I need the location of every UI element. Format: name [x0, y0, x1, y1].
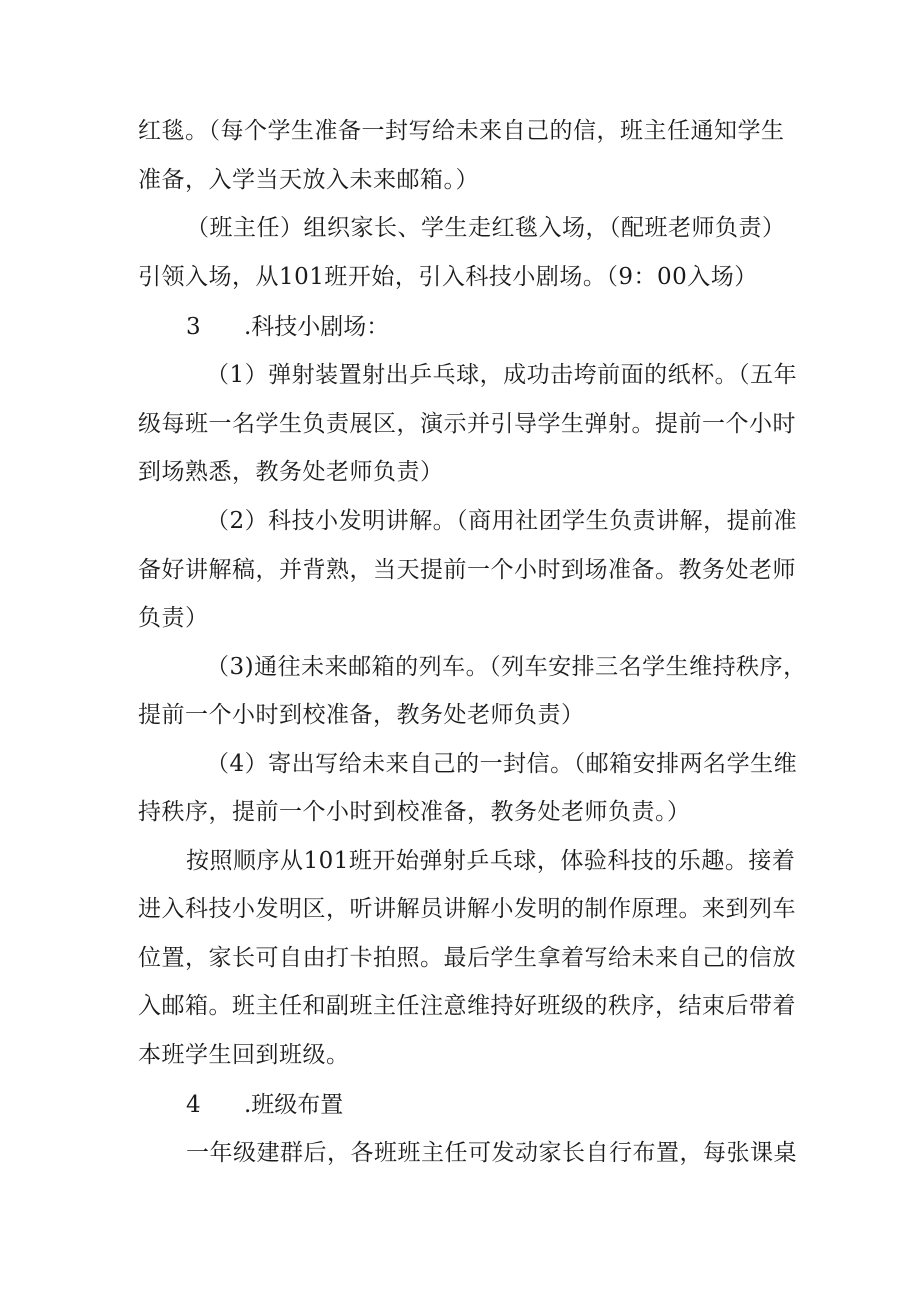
item-1-line-3: 到场熟悉，教务处老师负责） — [138, 459, 444, 485]
paragraph-3-line-1: 按照顺序从101班开始弹射乒乓球，体验科技的乐趣。接着 — [186, 848, 796, 874]
section-4-title: .班级布置 — [244, 1092, 344, 1118]
section-3-number: 3 — [186, 314, 201, 340]
item-1-line-2: 级每班一名学生负责展区，演示并引导学生弹射。提前一个小时 — [138, 411, 796, 437]
item-2-line-3: 负责） — [138, 605, 209, 631]
item-3-line-1: （3)通往未来邮箱的列车。（列车安排三名学生维持秩序， — [206, 654, 807, 680]
item-4-line-2: 持秩序，提前一个小时到校准备，教务处老师负责。） — [138, 799, 691, 825]
section-4-number: 4 — [186, 1092, 201, 1118]
item-4-line-1: （4）寄出写给未来自己的一封信。（邮箱安排两名学生维 — [206, 751, 798, 777]
paragraph-3-line-3: 位置，家长可自由打卡拍照。最后学生拿着写给未来自己的信放 — [138, 945, 796, 971]
paragraph-1-line-2: 准备，入学当天放入未来邮箱。） — [138, 167, 479, 193]
item-2-line-1: （2）科技小发明讲解。（商用社团学生负责讲解，提前准 — [206, 508, 798, 534]
paragraph-2-line-2: 引领入场，从101班开始，引入科技小剧场。（9：00入场） — [138, 264, 758, 290]
paragraph-2-line-1: （班主任）组织家长、学生走红毯入场，（配班老师负责） — [186, 215, 786, 241]
paragraph-3-line-2: 进入科技小发明区，听讲解员讲解小发明的制作原理。来到列车 — [138, 896, 796, 922]
item-3-line-2: 提前一个小时到校准备，教务处老师负责） — [138, 702, 585, 728]
paragraph-1-line-1: 红毯。（每个学生准备一封写给未来自己的信，班主任通知学生 — [138, 118, 785, 144]
section-3-title: .科技小剧场： — [244, 314, 390, 340]
item-2-line-2: 备好讲解稿，并背熟，当天提前一个小时到场准备。教务处老师 — [138, 557, 796, 583]
item-1-line-1: （1）弹射装置射出乒乓球，成功击垮前面的纸杯。（五年 — [206, 362, 798, 388]
paragraph-3-line-5: 本班学生回到班级。 — [138, 1042, 350, 1068]
paragraph-3-line-4: 入邮箱。班主任和副班主任注意维持好班级的秩序，结束后带着 — [138, 993, 796, 1019]
paragraph-4-line-1: 一年级建群后，各班班主任可发动家长自行布置，每张课桌 — [186, 1140, 797, 1166]
